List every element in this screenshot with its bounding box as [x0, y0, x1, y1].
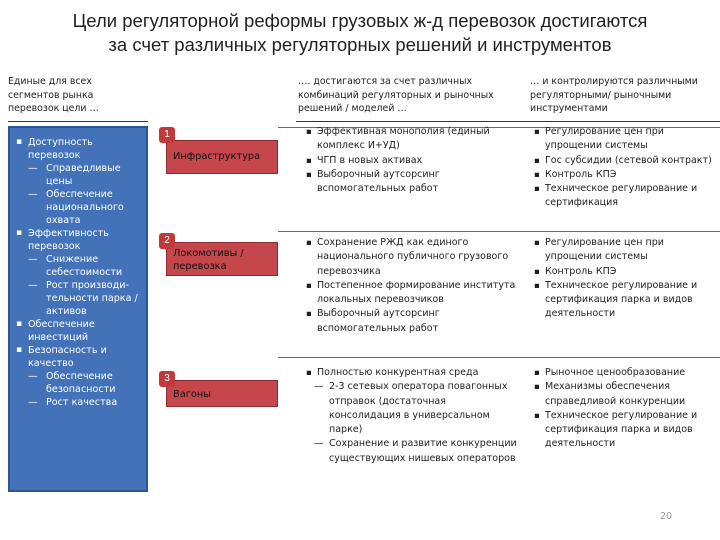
row2-models [306, 236, 522, 336]
goals-panel [8, 126, 148, 492]
row3-models [306, 366, 520, 466]
list-sub-item: — 2-3 сетевых оператора повагонных отправок (достаточная консолидация в универсальном парке) [306, 380, 520, 437]
goal-sub-item: — Рост производи-тельности парка /активов [16, 279, 141, 318]
list-item: ▪ ЧГП в новых активах [306, 154, 520, 168]
list-item: ▪ Выборочный аутсорсинг вспомогательных работ [306, 168, 520, 197]
slide-title [20, 9, 700, 57]
segment-label: Вагоны [173, 389, 212, 400]
list-item: ▪ Регулирование цен при упрощении системы [534, 236, 714, 265]
segment-label: Локомотивы / перевозка [173, 248, 244, 272]
list-item: ▪ Эффективная монополия (единый комплекс И+УД) [306, 125, 520, 154]
segment-locomotives [166, 242, 278, 276]
goal-sub-item: — Справедливые цены [16, 162, 141, 188]
list-item: ▪ Техническое регулирование и сертификация [534, 182, 714, 211]
list-item: ▪ Рыночное ценообразование [534, 366, 714, 380]
slide-title-line-1: Цели регуляторной реформы грузовых ж-д перевозок достигаются [72, 10, 648, 31]
goal-sub-item: — Снижение себестоимости [16, 253, 141, 279]
row1-tools [534, 125, 714, 211]
goal-sub-item: — Рост качества [16, 396, 141, 409]
row1-models [306, 125, 520, 196]
row-divider-1 [278, 231, 720, 232]
goal-sub-item: — Обеспечение национального охвата [16, 188, 141, 227]
segment-label: Инфраструктура [173, 151, 261, 162]
goal-investment: ▪ Обеспечение инвестиций [16, 318, 141, 344]
segment-number-badge: 1 [159, 127, 175, 143]
goal-efficiency: ▪ Эффективность перевозок [16, 227, 141, 253]
goal-sub-item: — Обеспечение безопасности [16, 370, 141, 396]
segment-number-badge: 2 [159, 233, 175, 249]
header-divider-right [296, 121, 720, 122]
list-item: ▪ Постепенное формирование института локальных перевозчиков [306, 279, 522, 308]
row3-tools [534, 366, 714, 452]
list-item: ▪ Выборочный аутсорсинг вспомогательных работ [306, 307, 522, 336]
page-number: 20 [660, 511, 673, 522]
list-item: ▪ Гос субсидии (сетевой контракт) [534, 154, 714, 168]
goal-availability: ▪ Доступность перевозок [16, 136, 141, 162]
segment-infrastructure [166, 140, 278, 174]
list-item: ▪ Контроль КПЭ [534, 265, 714, 279]
list-item: ▪ Контроль КПЭ [534, 168, 714, 182]
list-item: ▪ Регулирование цен при упрощении системы [534, 125, 714, 154]
header-models: …. достигаются за счет различных комбинаций регуляторных и рыночных решений / моделей … [298, 76, 494, 114]
slide-title-line-2: за счет различных регуляторных решений и инструментов [108, 34, 612, 55]
goal-safety: ▪ Безопасность и качество [16, 344, 141, 370]
segment-number-badge: 3 [159, 371, 175, 387]
row-divider-2 [278, 357, 720, 358]
header-divider-goals [8, 121, 148, 122]
header-goals: Единые для всех сегментов рынка перевозок цели … [8, 76, 99, 114]
list-item: ▪ Техническое регулирование и сертификация парка и видов деятельности [534, 279, 714, 322]
header-tools: … и контролируются различными регуляторными/ рыночными инструментами [530, 76, 698, 114]
list-item: ▪ Техническое регулирование и сертификация парка и видов деятельности [534, 409, 714, 452]
list-item: ▪ Полностью конкурентная среда [306, 366, 520, 380]
segment-wagons [166, 380, 278, 407]
list-sub-item: — Сохранение и развитие конкуренции существующих нишевых операторов [306, 437, 520, 466]
list-item: ▪ Механизмы обеспечения справедливой конкуренции [534, 380, 714, 409]
row2-tools [534, 236, 714, 322]
list-item: ▪ Сохранение РЖД как единого национального публичного грузового перевозчика [306, 236, 522, 279]
